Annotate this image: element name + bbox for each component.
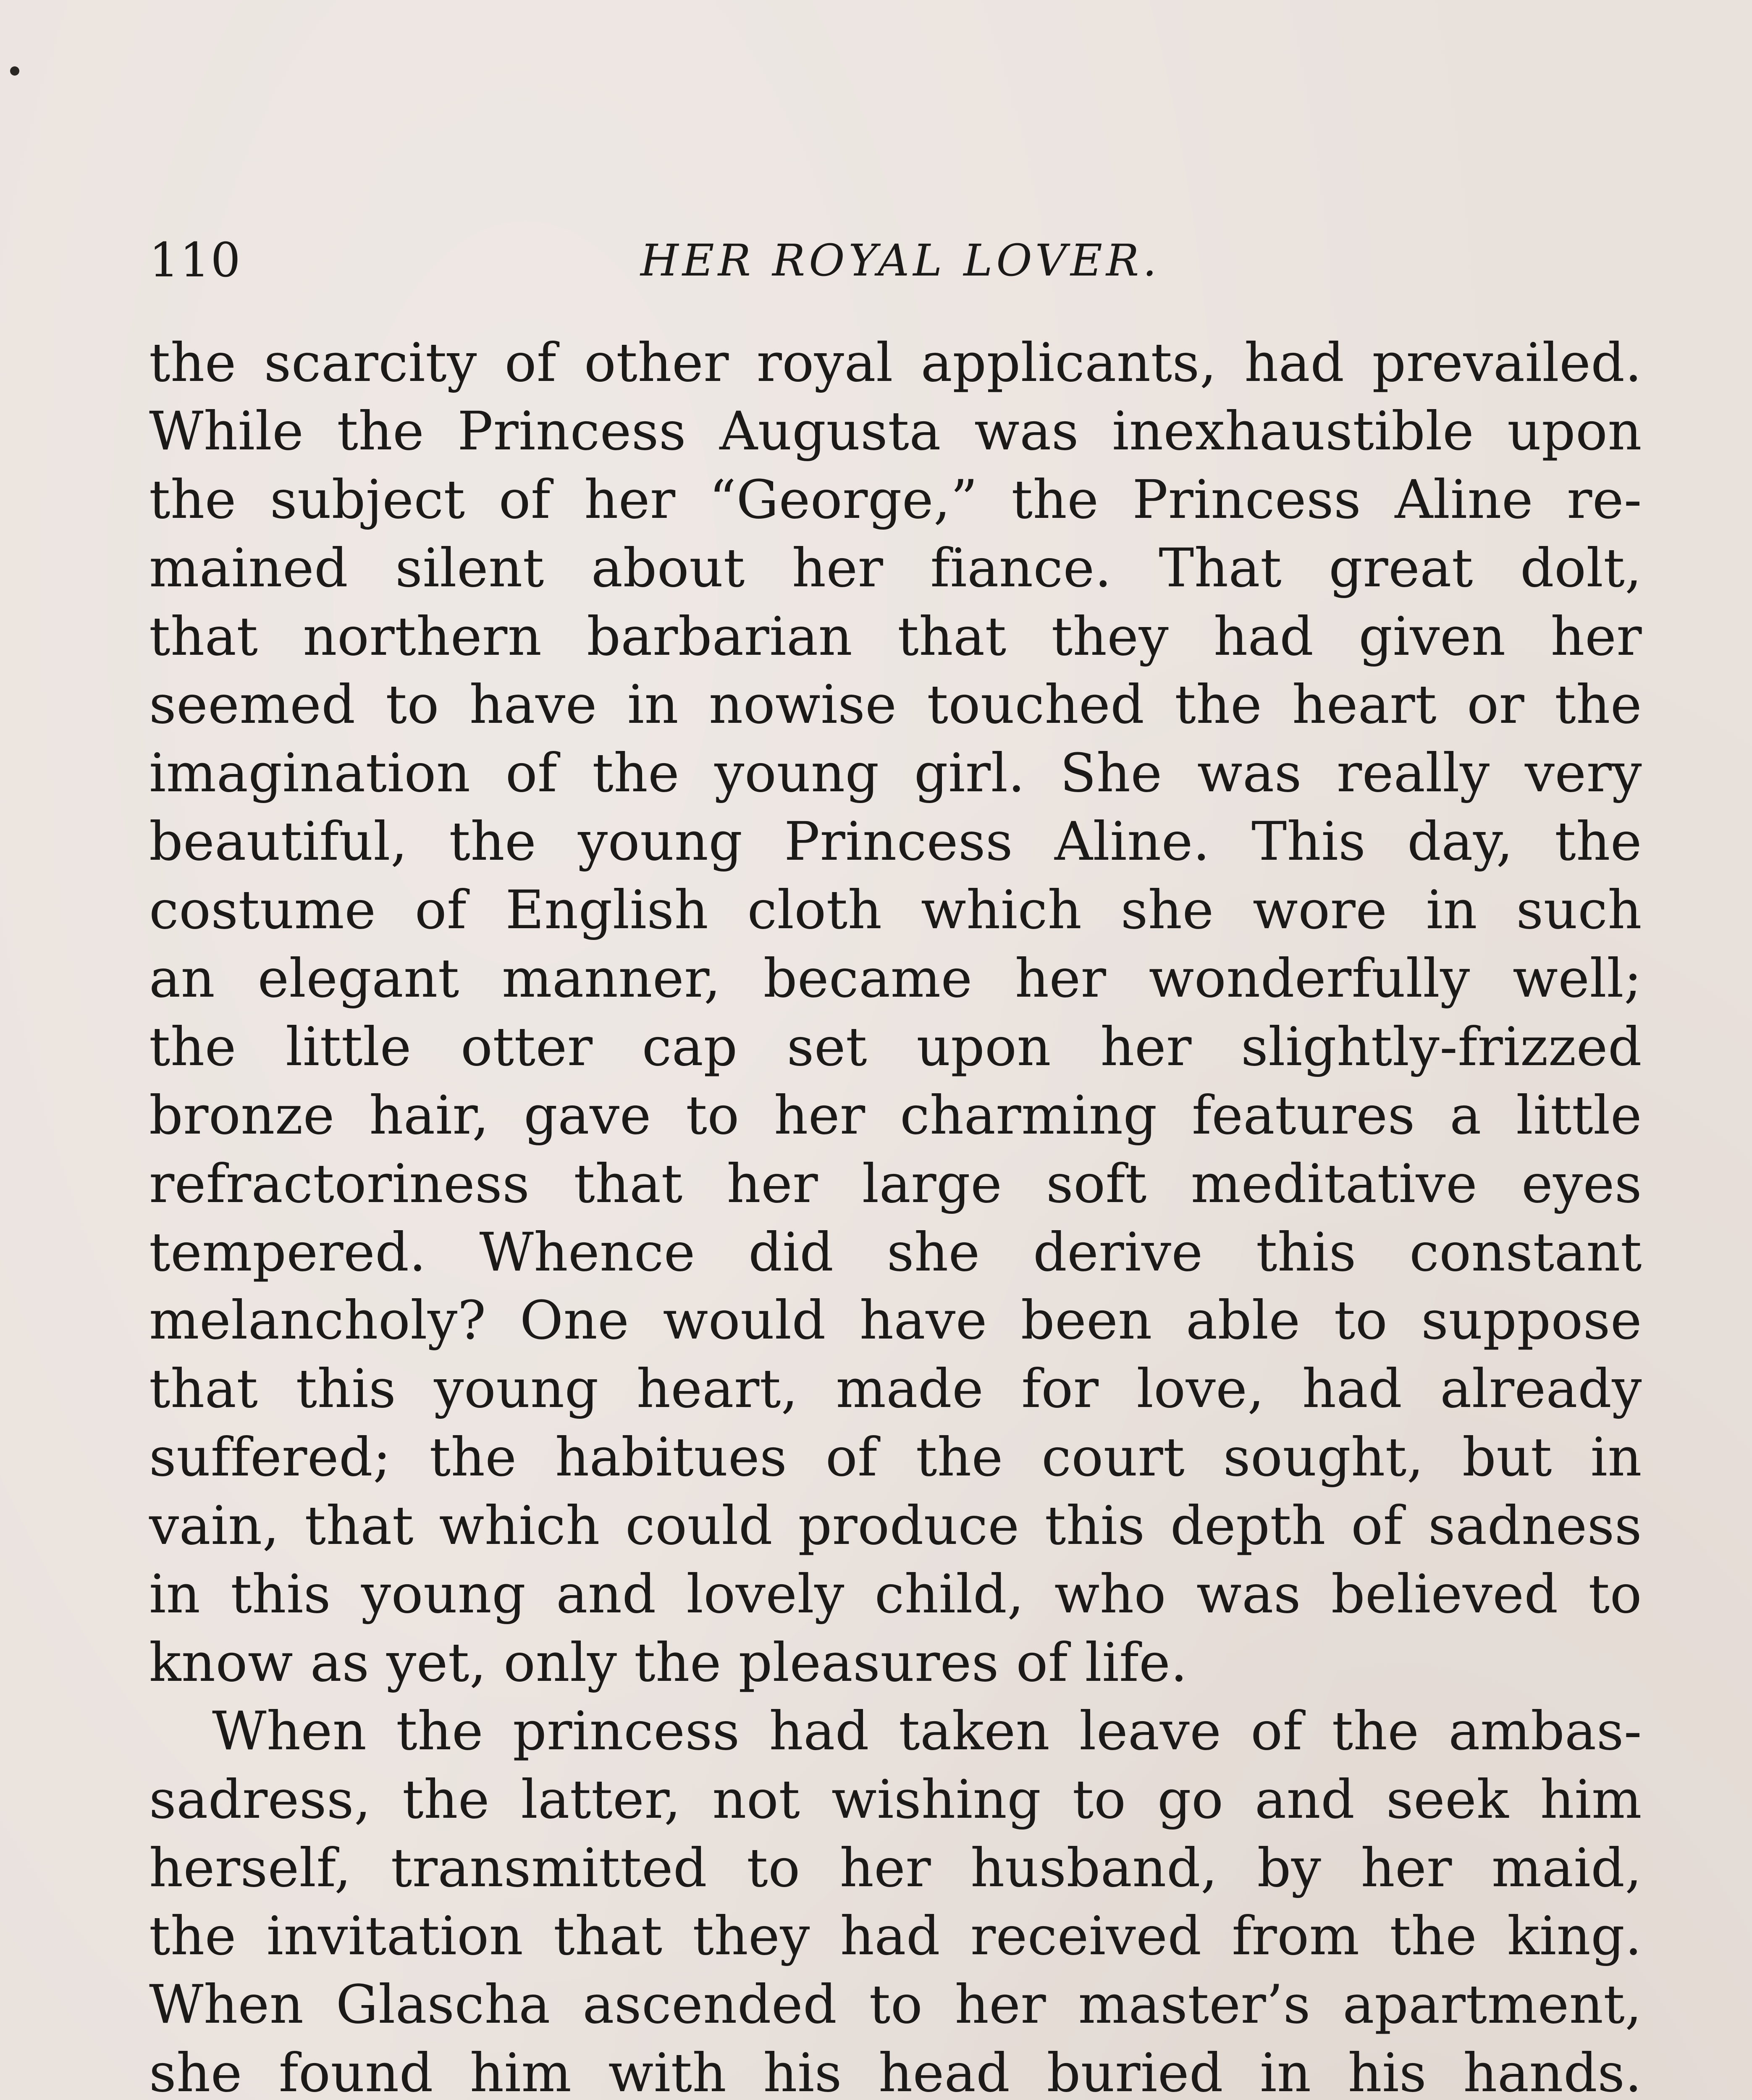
- page-number: 110: [149, 233, 241, 288]
- body-text: [149, 329, 1642, 2100]
- text-line: melancholy? One would have been able to suppose: [149, 1289, 1642, 1352]
- text-line: the subject of her “George,” the Princess Aline re-: [149, 468, 1642, 530]
- running-title: HER ROYAL LOVER.: [640, 235, 1161, 286]
- text-line: While the Princess Augusta was inexhaustible upon: [149, 400, 1642, 462]
- text-line: costume of English cloth which she wore in such: [149, 879, 1642, 941]
- text-line: know as yet, only the pleasures of life.: [149, 1631, 1188, 1693]
- text-line: mained silent about her fiance. That great dolt,: [149, 537, 1642, 599]
- text-line: an elegant manner, became her wonderfully well;: [149, 948, 1642, 1010]
- ink-speck: [10, 66, 19, 76]
- text-line: vain, that which could produce this depth of sadness: [149, 1495, 1642, 1557]
- text-line: that this young heart, made for love, had already: [149, 1358, 1642, 1420]
- text-line: seemed to have in nowise touched the heart or the: [149, 674, 1642, 736]
- text-line: suffered; the habitues of the court sought, but in: [149, 1426, 1642, 1488]
- text-line: she found him with his head buried in his hands.: [149, 2042, 1642, 2100]
- text-line: the invitation that they had received from the king.: [149, 1905, 1642, 1967]
- text-line: bronze hair, gave to her charming features a little: [149, 1084, 1642, 1146]
- text-line: tempered. Whence did she derive this constant: [149, 1221, 1642, 1283]
- text-line: sadress, the latter, not wishing to go and seek him: [149, 1768, 1642, 1830]
- text-line: that northern barbarian that they had given her: [149, 605, 1642, 667]
- text-line: refractoriness that her large soft meditative eyes: [149, 1152, 1642, 1215]
- text-line: When Glascha ascended to her master’s apartment,: [149, 1974, 1642, 2036]
- text-line: imagination of the young girl. She was really very: [149, 742, 1642, 804]
- text-line: herself, transmitted to her husband, by her maid,: [149, 1837, 1642, 1899]
- text-line: When the princess had taken leave of the ambas-: [212, 1700, 1642, 1762]
- text-line: the little otter cap set upon her slightly-frizzed: [149, 1016, 1642, 1078]
- running-head: [149, 229, 1642, 292]
- text-line: in this young and lovely child, who was believed to: [149, 1563, 1642, 1625]
- text-line: beautiful, the young Princess Aline. This day, the: [149, 811, 1642, 873]
- text-line: the scarcity of other royal applicants, had prevailed.: [149, 332, 1642, 394]
